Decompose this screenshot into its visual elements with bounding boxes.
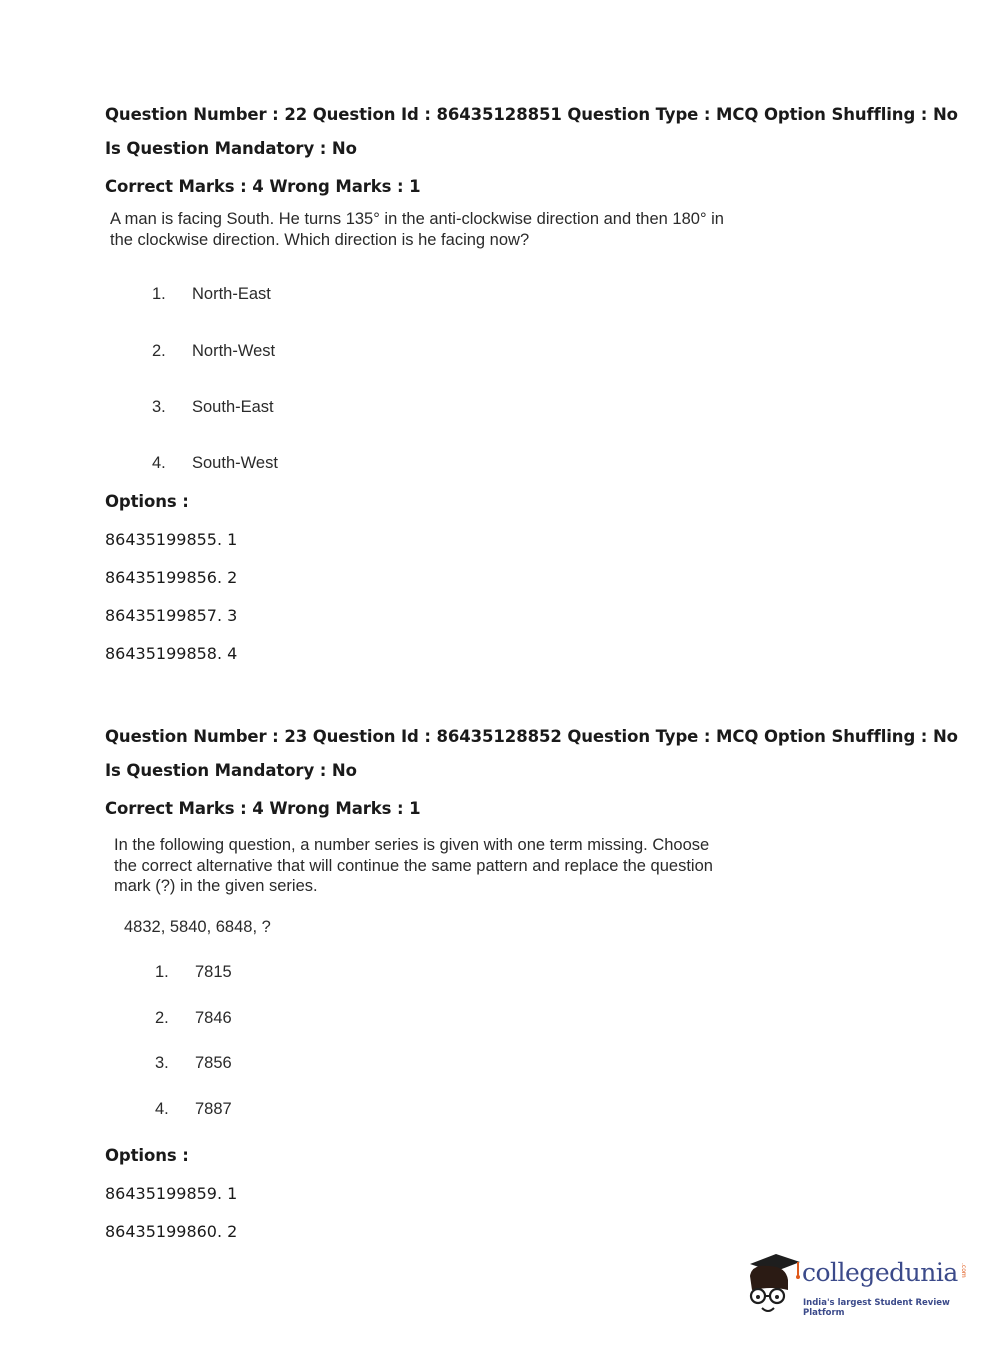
- choice-number: 4.: [152, 454, 166, 472]
- choice-number: 3.: [155, 1054, 169, 1072]
- choice-number: 3.: [152, 398, 166, 416]
- question-23-meta: Question Number : 23 Question Id : 86435128852 Question Type : MCQ Option Shuffling : No: [105, 727, 958, 746]
- question-23-mandatory: Is Question Mandatory : No: [105, 761, 357, 780]
- mascot-icon: [742, 1250, 802, 1320]
- question-22-choice-4: [152, 454, 278, 473]
- brand-name: collegedunia: [802, 1258, 958, 1287]
- question-22-choice-3: [152, 398, 274, 417]
- choice-label: 7815: [195, 963, 232, 981]
- choice-label: 7887: [195, 1100, 232, 1118]
- question-22-option-id-1: 86435199855. 1: [105, 530, 238, 549]
- question-22-option-id-2: 86435199856. 2: [105, 568, 238, 587]
- question-23-choice-2: [155, 1009, 232, 1028]
- choice-number: 1.: [152, 285, 166, 303]
- question-23-options-heading: Options :: [105, 1146, 189, 1165]
- question-23-option-id-2: 86435199860. 2: [105, 1222, 238, 1241]
- question-22-meta: Question Number : 22 Question Id : 86435128851 Question Type : MCQ Option Shuffling : No: [105, 105, 958, 124]
- question-22-option-id-4: 86435199858. 4: [105, 644, 238, 663]
- choice-number: 4.: [155, 1100, 169, 1118]
- question-23-option-id-1: 86435199859. 1: [105, 1184, 238, 1203]
- choice-label: 7856: [195, 1054, 232, 1072]
- choice-label: North-East: [192, 285, 271, 303]
- brand-domain-suffix: .com: [960, 1263, 967, 1278]
- choice-label: South-West: [192, 454, 278, 472]
- question-23-choice-4: [155, 1100, 232, 1119]
- question-22-marks: Correct Marks : 4 Wrong Marks : 1: [105, 177, 421, 196]
- question-22-options-heading: Options :: [105, 492, 189, 511]
- brand-tagline: India's largest Student Review Platform: [803, 1298, 950, 1318]
- question-22-option-id-3: 86435199857. 3: [105, 606, 238, 625]
- choice-number: 2.: [155, 1009, 169, 1027]
- question-23-text: In the following question, a number series is given with one term missing. Choose the correct alternative that will continue the same pattern and replace the question mark (?) in the given series.: [114, 836, 713, 895]
- choice-label: 7846: [195, 1009, 232, 1027]
- choice-number: 1.: [155, 963, 169, 981]
- question-23-choice-3: [155, 1054, 232, 1073]
- choice-label: South-East: [192, 398, 274, 416]
- choice-label: North-West: [192, 342, 276, 360]
- question-23-choice-1: [155, 963, 232, 982]
- question-22-choice-1: [152, 285, 271, 304]
- choice-number: 2.: [152, 342, 166, 360]
- question-22-text: A man is facing South. He turns 135° in the anti-clockwise direction and then 180° in the clockwise direction. Which direction is he facing now?: [110, 210, 724, 249]
- question-23-series: 4832, 5840, 6848, ?: [124, 918, 271, 936]
- question-22-choice-2: [152, 342, 275, 361]
- question-22-mandatory: Is Question Mandatory : No: [105, 139, 357, 158]
- question-23-marks: Correct Marks : 4 Wrong Marks : 1: [105, 799, 421, 818]
- collegedunia-logo: [742, 1250, 972, 1320]
